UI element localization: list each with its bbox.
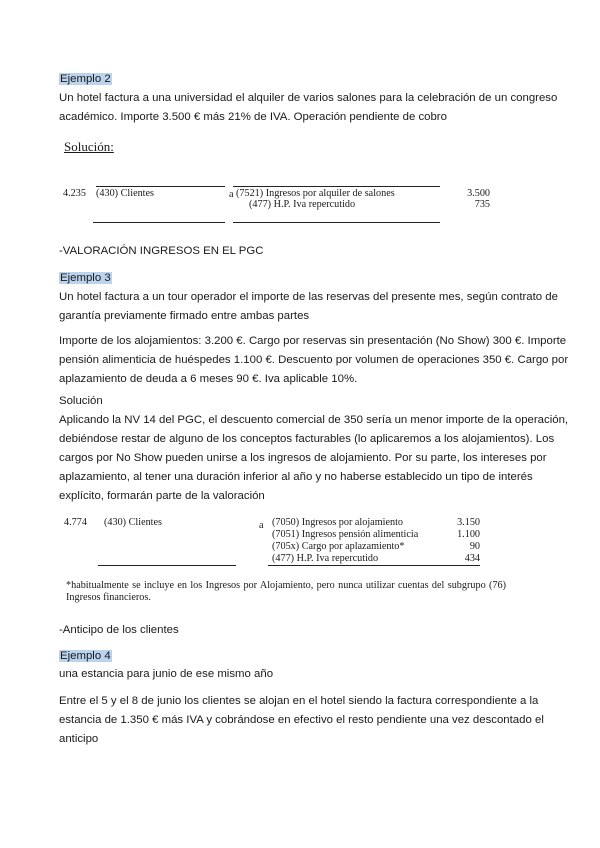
example-4-text: una estancia para junio de ese mismo año: [59, 668, 274, 680]
credit-account: (7051) Ingresos pensión alimenticia: [272, 529, 419, 540]
entry-connector: a: [259, 520, 264, 531]
credit-account: (7050) Ingresos por alojamiento: [272, 517, 403, 528]
credit-amount: 434: [464, 553, 480, 564]
example-3-solution-label: Solución: [59, 395, 103, 407]
example-2-heading: Ejemplo 2: [60, 73, 111, 85]
example-4-heading: Ejemplo 4: [60, 650, 111, 662]
credit-amount: 3.150: [457, 517, 480, 528]
credit-amount: 1.100: [457, 529, 480, 540]
credit-account: (7521) Ingresos por alquiler de salones: [236, 188, 395, 199]
credit-amount: 735: [474, 199, 490, 210]
debit-amount: 4.774: [64, 517, 87, 528]
credit-amount: 90: [469, 541, 480, 552]
example-3-data: Importe de los alojamientos: 3.200 €. Cargo por reservas sin presentación (No Show) 300 €. Importe pensión alimenticia de huéspedes 1.100 €. Descuento por volumen de operaciones 350 €. Cargo por aplazamiento de deuda a 6 meses 90 €. Iva aplicable 10%.: [59, 335, 569, 385]
section-anticipo: -Anticipo de los clientes: [59, 624, 179, 636]
entry-connector: a: [229, 189, 234, 200]
debit-account: (430) Clientes: [104, 517, 163, 528]
credit-amount: 3.500: [467, 188, 490, 199]
example-2-text: Un hotel factura a una universidad el alquiler de varios salones para la celebración de un congreso académico. Importe 3.500 € más 21% de IVA. Operación pendiente de cobro: [59, 92, 558, 123]
debit-amount: 4.235: [63, 188, 86, 199]
example-4-text-2: Entre el 5 y el 8 de junio los clientes se alojan en el hotel siendo la factura correspondiente a la estancia de 1.350 € más IVA y cobrándose en efectivo el resto pendiente una vez descontado el anticipo: [59, 695, 544, 745]
section-valoracion: -VALORACIÓN INGRESOS EN EL PGC: [59, 245, 264, 257]
example-3-solution-text: Aplicando la NV 14 del PGC, el descuento comercial de 350 sería un menor importe de la operación, debiéndose restar de alguno de los conceptos facturables (lo aplicaremos a los alojamientos). Los cargos por No Show pueden unirse a los ingresos de alojamiento. Por su parte, los intereses por aplazamiento, al tener una duración inferior al año y no haberse establecido un tipo de interés explícito, formarán parte de la valoración: [59, 414, 569, 502]
solution-title: Solución:: [64, 139, 114, 154]
entry-rule: [268, 565, 480, 566]
credit-account: (477) H.P. Iva repercutido: [272, 553, 379, 564]
credit-account: (705x) Cargo por aplazamiento*: [272, 541, 405, 552]
entry-rule: [98, 565, 236, 566]
footnote: *habitualmente se incluye en los Ingresos por Alojamiento, pero nunca utilizar cuentas del subgrupo (76) Ingresos financieros.: [66, 580, 506, 603]
example-3-text: Un hotel factura a un tour operador el importe de las reservas del presente mes, según contrato de garantía previamente firmado entre ambas partes: [59, 291, 558, 322]
debit-account: (430) Clientes: [96, 188, 155, 199]
example-3-heading: Ejemplo 3: [60, 272, 111, 284]
credit-account: (477) H.P. Iva repercutido: [249, 199, 356, 210]
